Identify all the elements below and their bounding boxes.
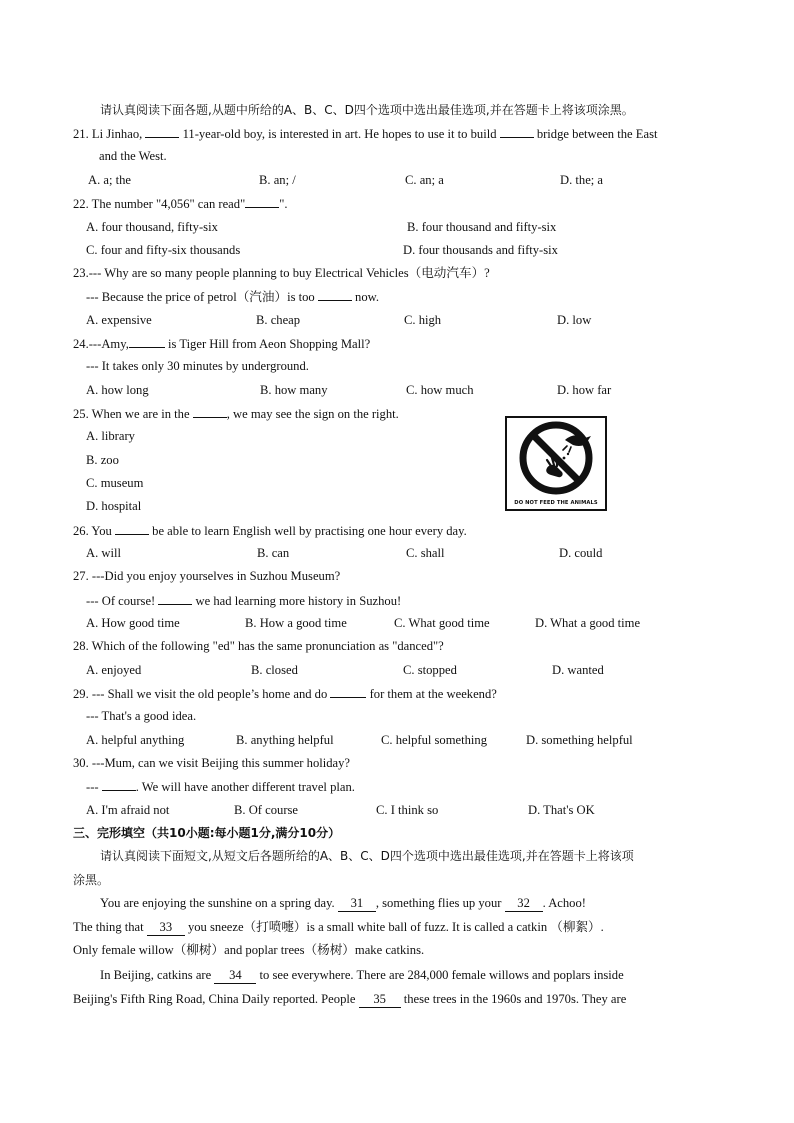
no-feeding-sign — [505, 416, 607, 511]
option-23-d: D. low — [557, 313, 592, 327]
mc-instruction: 请认真阅读下面各题,从题中所给的A、B、C、D四个选项中选出最佳选项,并在答题卡上将该项涂黑。 — [100, 103, 634, 117]
answer-blank — [330, 685, 366, 698]
question-24-line2: --- It takes only 30 minutes by underground. — [86, 359, 309, 373]
question-23: 23.--- Why are so many people planning to buy Electrical Vehicles（电动汽车）? — [73, 266, 490, 280]
cloze-blank-31: 31 — [338, 895, 376, 912]
option-23-a: A. expensive — [86, 313, 152, 327]
passage-line-2: The thing that 33 you sneeze（打喷嚏）is a small white ball of fuzz. It is called a catkin （柳絮）. — [73, 920, 604, 934]
option-26-a: A. will — [86, 546, 121, 560]
option-21-a: A. a; the — [88, 173, 132, 187]
answer-blank — [129, 335, 165, 348]
option-30-b: B. Of course — [234, 803, 299, 817]
question-27: 27. ---Did you enjoy yourselves in Suzhou Museum? — [73, 569, 341, 583]
option-28-c: C. stopped — [403, 663, 457, 677]
option-29-a: A. helpful anything — [86, 733, 185, 747]
answer-blank — [245, 195, 279, 208]
option-24-a: A. how long — [86, 383, 149, 397]
question-27-line2: --- Of course! we had learning more history in Suzhou! — [86, 594, 402, 608]
answer-blank — [318, 288, 352, 301]
option-25-d: D. hospital — [86, 499, 142, 513]
answer-blank — [115, 522, 149, 535]
question-29-line2: --- That's a good idea. — [86, 709, 197, 723]
cloze-blank-32: 32 — [505, 895, 543, 912]
option-25-c: C. museum — [86, 476, 144, 490]
question-24: 24.---Amy, is Tiger Hill from Aeon Shopping Mall? — [73, 337, 371, 351]
passage-line-4: In Beijing, catkins are 34 to see everywhere. There are 284,000 female willows and poplars inside — [100, 968, 624, 982]
option-30-c: C. I think so — [376, 803, 439, 817]
option-22-d: D. four thousands and fifty-six — [403, 243, 558, 257]
option-21-d: D. the; a — [560, 173, 604, 187]
cloze-blank-34: 34 — [214, 967, 256, 984]
answer-blank — [158, 592, 192, 605]
option-27-d: D. What a good time — [535, 616, 641, 630]
option-29-c: C. helpful something — [381, 733, 487, 747]
answer-blank — [102, 778, 136, 791]
question-22: 22. The number "4,056" can read" ". — [73, 197, 288, 211]
cloze-instruction-line1: 请认真阅读下面短文,从短文后各题所给的A、B、C、D四个选项中选出最佳选项,并在答题卡上将该项 — [100, 849, 634, 863]
no-feeding-icon — [507, 420, 605, 500]
question-21: 21. Li Jinhao, 11-year-old boy, is interested in art. He hopes to use it to build bridge between the East — [73, 127, 658, 141]
option-22-c: C. four and fifty-six thousands — [86, 243, 241, 257]
option-27-a: A. How good time — [86, 616, 180, 630]
option-27-c: C. What good time — [394, 616, 490, 630]
question-21-line2: and the West. — [99, 149, 167, 163]
question-28: 28. Which of the following "ed" has the same pronunciation as "danced"? — [73, 639, 444, 653]
option-25-b: B. zoo — [86, 453, 119, 467]
section-title-cloze: 三、完形填空（共10小题:每小题1分,满分10分） — [73, 826, 341, 840]
option-28-a: A. enjoyed — [86, 663, 142, 677]
answer-blank — [193, 405, 227, 418]
option-27-b: B. How a good time — [245, 616, 347, 630]
option-28-d: D. wanted — [552, 663, 604, 677]
option-21-b: B. an; / — [259, 173, 296, 187]
question-29: 29. --- Shall we visit the old people’s home and do for them at the weekend? — [73, 687, 497, 701]
question-25: 25. When we are in the , we may see the sign on the right. — [73, 407, 399, 421]
question-30: 30. ---Mum, can we visit Beijing this summer holiday? — [73, 756, 351, 770]
question-26: 26. You be able to learn English well by practising one hour every day. — [73, 524, 467, 538]
question-30-line2: --- . We will have another different travel plan. — [86, 780, 355, 794]
option-24-c: C. how much — [406, 383, 474, 397]
answer-blank — [145, 125, 179, 138]
option-22-a: A. four thousand, fifty-six — [86, 220, 218, 234]
option-30-a: A. I'm afraid not — [86, 803, 170, 817]
option-23-b: B. cheap — [256, 313, 301, 327]
passage-line-3: Only female willow（柳树）and poplar trees（杨树）make catkins. — [73, 943, 425, 957]
question-23-line2: --- Because the price of petrol（汽油）is too now. — [86, 290, 380, 304]
option-29-d: D. something helpful — [526, 733, 633, 747]
option-26-d: D. could — [559, 546, 603, 560]
option-21-c: C. an; a — [405, 173, 444, 187]
option-30-d: D. That's OK — [528, 803, 595, 817]
cloze-blank-33: 33 — [147, 919, 185, 936]
option-24-b: B. how many — [260, 383, 328, 397]
option-24-d: D. how far — [557, 383, 612, 397]
sign-caption: DO NOT FEED THE ANIMALS — [514, 500, 598, 506]
option-26-b: B. can — [257, 546, 290, 560]
passage-line-1: You are enjoying the sunshine on a spring day. 31 , something flies up your 32 . Achoo! — [100, 896, 586, 910]
passage-line-5: Beijing's Fifth Ring Road, China Daily reported. People 35 these trees in the 1960s and 1970s. They are — [73, 992, 627, 1006]
option-26-c: C. shall — [406, 546, 445, 560]
cloze-blank-35: 35 — [359, 991, 401, 1008]
cloze-instruction-line2: 涂黑。 — [73, 873, 110, 887]
option-25-a: A. library — [86, 429, 135, 443]
option-23-c: C. high — [404, 313, 442, 327]
answer-blank — [500, 125, 534, 138]
option-29-b: B. anything helpful — [236, 733, 334, 747]
option-28-b: B. closed — [251, 663, 298, 677]
option-22-b: B. four thousand and fifty-six — [407, 220, 557, 234]
